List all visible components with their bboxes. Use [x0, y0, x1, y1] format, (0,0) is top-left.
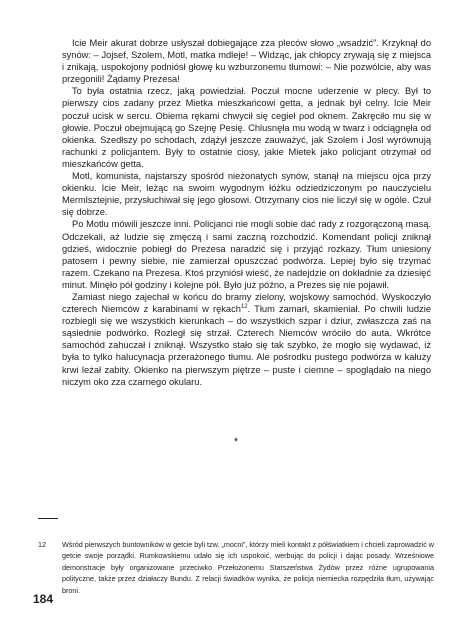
paragraph: To była ostatnia rzecz, jaką powiedział. Poczuł mocne uderzenie w plecy. Był to pierwszy cios zadany przez Mietka mieszkańcowi getta, a jednak był celny. Icie Meir poczuł ucisk w sercu. Obiema rękami chwycił się cegieł pod oknem. Zakręciło mu się w głowie. Poczuł obejmującą go Szejnę Pesię. Chlusnęła mu wodą w twarz i odciągnęła od okienka. Szedłszy po schodach, zdążył jeszcze zauważyć, jak Szolem i Josl wyrównują rachunki z policjantem. Były to ostatnie ciosy, jakie Mietek jako policjant otrzymał od mieszkańców getta.: [62, 86, 431, 169]
footnote-text: Wśród pierwszych buntowników w getcie byli tzw. „mocni”, którzy mieli kontakt z półświatkiem i chcieli zaprowadzić w getcie swoje porządki. Rumkowskiemu udało się ich uspokoić, werbując do policji i dając posady. Wrześniowe demonstracje były organizowane przeciwko Przełożonemu Starszeństwa Żydów przez różne ugrupowania polityczne, także przez działaczy Bundu. Z relacji świadków wynika, że policja niemiecka rozpędziła tłum, używając broni.: [62, 540, 434, 595]
paragraph: Po Motlu mówili jeszcze inni. Policjanci nie mogli sobie dać rady z rozgorączoną masą. Odczekali, aż ludzie się zmęczą i sami zaczną rozchodzić. Komendant policji zniknął gdzieś, widocznie pobiegł do Prezesa naradzić się i przyjąć rozkazy. Tłum uniesiony patosem i pewny siebie, nie zamierzał opuszczać podwórza. Lepiej było się trzymać razem. Czekano na Prezesa. Ktoś przyniósł wieść, że nadejdzie on dokładnie za dziesięć minut. Minęło pół godziny i kolejne pół. Było już późno, a Prezes się nie pojawił.: [62, 219, 431, 290]
footnote: [38, 539, 434, 596]
section-separator: *: [233, 436, 239, 448]
footnote-number: 12: [38, 540, 46, 549]
paragraph-with-footnote-ref: [62, 291, 431, 388]
footnote-rule: [38, 518, 58, 519]
footnote-reference[interactable]: 12: [240, 304, 248, 311]
paragraph-text: . Tłum zamarł, skamieniał. Po chwili ludzie rozbiegli się we wszystkich kierunkach – do wszystkich szpar i dziur, zwłaszcza zaś na sąsiednie podwórko. Rozległ się strzał. Czterech Niemców wróciło do auta. Wkrótce samochód zahuczał i zniknął. Wszystko stało się tak szybko, że mogło się wydawać, iż była to tylko halucynacja przerażonego tłumu. Ale pośrodku pustego podwórza w kałuży krwi leżał zabity. Okienko na pierwszym piętrze – puste i ciemne – spoglądało na niego niczym oko zza czarnego okularu.: [62, 304, 431, 387]
paragraph: Icie Meir akurat dobrze usłyszał dobiegające zza pleców słowo „wsadzić”. Krzyknął do synów: – Jojsef, Szolem, Motl, matka mdleje! – Widząc, jak chłopcy zrywają się z miejsca i znikają, uspokojony podniósł głowę ku wzburzonemu tłumowi: – Nie pozwólcie, aby was przegonili! Żądamy Prezesa!: [62, 38, 431, 85]
page-number: 184: [33, 592, 54, 606]
paragraph: Motl, komunista, najstarszy spośród nieżonatych synów, stanął na miejscu ojca przy okienku. Icie Meir, leżąc na swoim wygodnym łóżku odziedziczonym po nauczycielu Mermlsztejnie, przysłuchiwał się jego głosowi. Otrzymany cios nie liczył się w ogóle. Czuł się dobrze.: [62, 171, 431, 218]
paragraph-text: Zamiast niego zajechał w końcu do bramy zielony, wojskowy samochód. Wyskoczyło czterech Niemców z karabinami w rękach: [62, 291, 431, 315]
main-text: [62, 37, 431, 388]
